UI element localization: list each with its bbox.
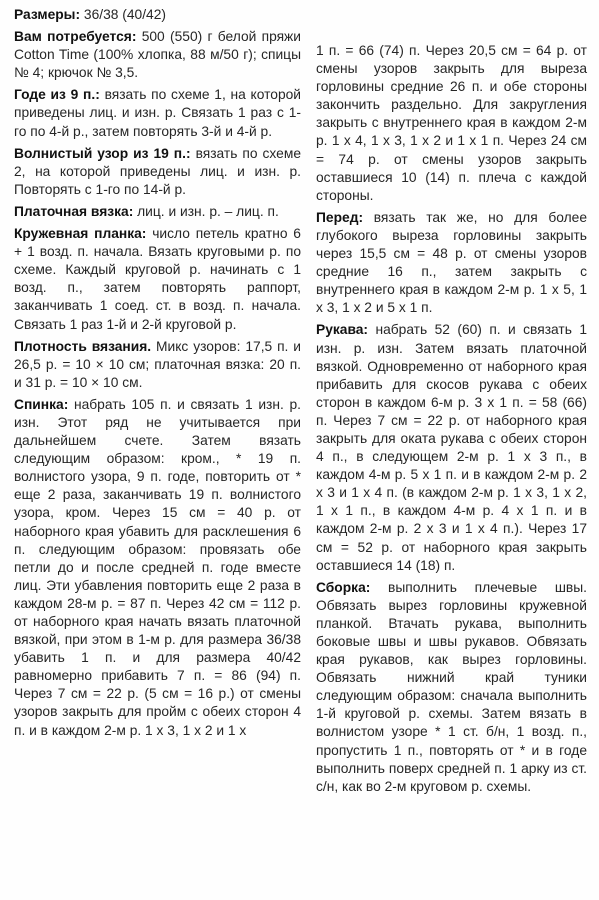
paragraph-assembly: [316, 579, 587, 796]
heading-sleeves: Рукава:: [316, 322, 369, 338]
heading-assembly: Сборка:: [316, 579, 371, 595]
text-materials: 500 (550) г белой пряжи Cotton Time (100% хлопка, 88 м/50 г); спицы № 4; крючок № 3,5.: [14, 29, 301, 81]
paragraph-garter-stitch: [14, 203, 301, 221]
text-garter-stitch: лиц. и изн. р. – лиц. п.: [133, 203, 279, 219]
text-gauge: Микс узоров: 17,5 п. и 26,5 р. = 10 × 10 см; платочная вязка: 20 п. и 31 р. = 10 × 10 см.: [14, 338, 301, 390]
text-sleeves: набрать 52 (60) п. и связать 1 изн. р. изн. Затем вязать платочной вязкой. Одновременно от наборного края прибавить для скосов рукава с обеих сторон в каждом 6-м р. 3 х 1 п. = 58 (66) п. Через 7 см = 22 р. от наборного края закрыть для оката рукава с обеих сторон 4 п., в следующем 2-м р. 1 х 3 п., в каждом 4-м р. 5 х 1 п. и в каждом 2-м р. 2 х 3 и 1 х 4 п. (в каждом 2-м р. 1 х 3, 1 х 2, 1 х 1 п., в каждом 4-м р. 4 х 1 п. и в каждом 2-м р. 2 х 3 и 1 х 4 п.). Через 17 см = 52 р. от наборного края закрыть оставшиеся 14 (18) п.: [316, 322, 587, 573]
text-back: набрать 105 п. и связать 1 изн. р. изн. Этот ряд не учитывается при дальнейшем счете. Затем вязать следующим образом: кром., * 19 п. волнистого узора, 9 п. годе, повторить от * еще 2 раза, заканчивать 19 п. волнистого узора, кром. Через 15 см = 40 р. от наборного края убавить для расклешения 6 п. следующим образом: провязать обе петли до и после средней п. годе вместе лиц. Эти убавления повторить еще 2 раза в каждом 28-м р. = 87 п. Через 42 см = 112 р. от наборного края начать вязать платочной вязкой, при этом в 1-м р. для размера 36/38 убавить 1 п. и для размера 40/42 равномерно прибавить 7 п. = 86 (94) п. Через 7 см = 22 р. (5 см = 16 р.) от смены узоров закрыть для пройм с обеих сторон 4 п. и в каждом 2-м р. 1 х 3, 1 х 2 и 1 х: [14, 396, 301, 738]
heading-back: Спинка:: [14, 396, 69, 412]
left-text-column: [14, 6, 301, 744]
text-back-continued: 1 п. = 66 (74) п. Через 20,5 см = 64 р. от смены узоров закрыть для выреза горловины средние 26 п. и обе стороны закончить раздельно. Для закругления закрыть с внутреннего края в каждом 2-м р. 1 х 4, 1 х 3, 1 х 2 и 1 х 1 п. Через 24 см = 74 р. от смены узоров закрыть оставшиеся 10 (14) п. плеча с каждой стороны.: [316, 43, 587, 203]
text-lace-edging: число петель кратно 6 + 1 возд. п. начала. Вязать круговыми р. по схеме. Каждый круговой р. начинать с 1 возд. п., затем повторять раппорт, заканчивать 1 соед. ст. в возд. п. начала. Связать 1 раз 1-й и 2-й круговой р.: [14, 226, 301, 332]
text-sizes: 36/38 (40/42): [80, 7, 166, 22]
text-gode: вязать по схеме 1, на которой приведены лиц. и изн. р. Связать 1 раз с 1-го по 4-й р., затем повторять 3-й и 4-й р.: [14, 87, 302, 139]
paragraph-gauge: [14, 338, 301, 392]
paragraph-back-continued: [316, 42, 587, 205]
text-assembly: выполнить плечевые швы. Обвязать вырез горловины кружевной планкой. Втачать рукава, выполнить боковые швы и швы рукавов. Обвязать края рукавов, как вырез горловины. Обвязать нижний край туники следующим образом: сначала выполнить 1-й круговой р. схемы. Затем вязать в волнистом узоре * 1 ст. б/н, 1 возд. п., пропустить 1 п., повторять от * и в годе выполнить поверх средней п. 1 арку из ст. с/н, как во 2-м круговом р. схемы.: [316, 579, 587, 794]
heading-lace-edging: Кружевная планка:: [14, 226, 147, 242]
right-text-column: [316, 42, 587, 800]
paragraph-back: [14, 396, 301, 740]
text-front: вязать так же, но для более глубокого выреза горловины закрыть через 15,5 см = 48 р. от смены узоров средние 16 п., затем закрыть с внутреннего края в каждом 2-м р. 1 х 5, 1 х 3, 1 х 2 и 5 х 1 п.: [316, 209, 587, 316]
heading-garter-stitch: Платочная вязка:: [14, 203, 134, 219]
heading-gauge: Плотность вязания.: [14, 338, 152, 354]
heading-front: Перед:: [316, 209, 364, 225]
text-wave-pattern: вязать по схеме 2, на которой приведены лиц. и изн. р. Повторять с 1-го по 14-й р.: [14, 145, 301, 197]
paragraph-sleeves: [316, 321, 587, 574]
heading-materials: Вам потребуется:: [14, 29, 137, 45]
paragraph-sizes: [14, 6, 301, 24]
paragraph-wave-pattern: [14, 145, 301, 199]
paragraph-materials: [14, 28, 301, 82]
paragraph-lace-edging: [14, 225, 301, 334]
heading-gode: Годе из 9 п.:: [14, 87, 100, 103]
heading-sizes: Размеры:: [14, 7, 81, 22]
heading-wave-pattern: Волнистый узор из 19 п.:: [14, 145, 191, 161]
paragraph-gode: [14, 86, 301, 140]
paragraph-front: [316, 209, 587, 318]
